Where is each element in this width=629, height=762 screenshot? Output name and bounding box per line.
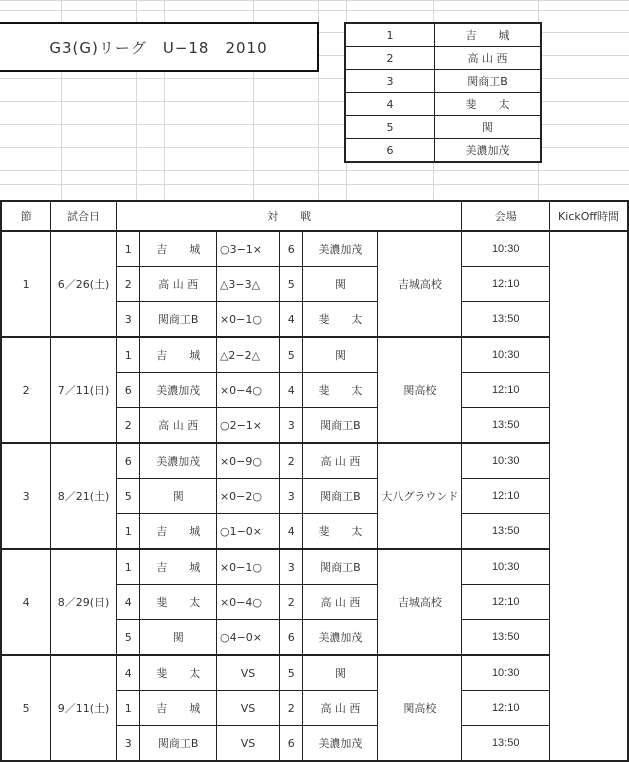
home-team-name: 関商工B bbox=[140, 302, 217, 338]
round-number: 1 bbox=[1, 231, 51, 337]
gridline bbox=[0, 184, 629, 185]
home-team-name: 斐 太 bbox=[140, 585, 217, 620]
away-team-name: 斐 太 bbox=[303, 514, 378, 550]
header-setsu: 節 bbox=[1, 201, 51, 231]
match-result: ○2−1× bbox=[216, 408, 279, 444]
venue: 関高校 bbox=[378, 655, 462, 761]
team-row bbox=[345, 47, 541, 70]
schedule-table bbox=[0, 200, 629, 762]
match-result: △2−2△ bbox=[216, 337, 279, 373]
home-team-number: 5 bbox=[116, 479, 139, 514]
match-result: ×0−9○ bbox=[216, 443, 279, 479]
team-number: 4 bbox=[345, 93, 435, 116]
away-team-name: 斐 太 bbox=[303, 373, 378, 408]
kickoff-time: 12:10 bbox=[462, 479, 550, 514]
kickoff-time: 13:50 bbox=[462, 302, 550, 338]
gridline bbox=[0, 170, 629, 171]
home-team-number: 2 bbox=[116, 408, 139, 444]
venue: 大八グラウンド bbox=[378, 443, 462, 549]
team-number: 6 bbox=[345, 139, 435, 163]
team-row bbox=[345, 23, 541, 47]
home-team-name: 吉 城 bbox=[140, 691, 217, 726]
match-date: 7／11(日) bbox=[51, 337, 117, 443]
venue: 吉城高校 bbox=[378, 549, 462, 655]
away-team-number: 4 bbox=[279, 514, 302, 550]
match-result: ×0−1○ bbox=[216, 302, 279, 338]
away-team-name: 関商工B bbox=[303, 549, 378, 585]
gridline bbox=[0, 0, 629, 1]
match-row bbox=[1, 337, 628, 373]
kickoff-time: 13:50 bbox=[462, 408, 550, 444]
header-match: 対 戦 bbox=[116, 201, 461, 231]
team-row bbox=[345, 139, 541, 163]
away-team-number: 6 bbox=[279, 620, 302, 656]
away-team-name: 関 bbox=[303, 337, 378, 373]
team-row bbox=[345, 70, 541, 93]
home-team-number: 1 bbox=[116, 514, 139, 550]
match-result: VS bbox=[216, 655, 279, 691]
match-result: VS bbox=[216, 726, 279, 762]
home-team-name: 美濃加茂 bbox=[140, 373, 217, 408]
venue: 吉城高校 bbox=[378, 231, 462, 337]
away-team-number: 6 bbox=[279, 231, 302, 267]
away-team-number: 3 bbox=[279, 408, 302, 444]
away-team-name: 斐 太 bbox=[303, 302, 378, 338]
away-team-name: 美濃加茂 bbox=[303, 726, 378, 762]
home-team-number: 2 bbox=[116, 267, 139, 302]
team-number: 5 bbox=[345, 116, 435, 139]
round-number: 4 bbox=[1, 549, 51, 655]
away-team-number: 5 bbox=[279, 267, 302, 302]
header-venue: 会場 bbox=[462, 201, 550, 231]
team-name: 関 bbox=[435, 116, 542, 139]
away-team-name: 高 山 西 bbox=[303, 443, 378, 479]
match-row bbox=[1, 231, 628, 267]
away-team-number: 4 bbox=[279, 302, 302, 338]
header-kickoff: KickOff時間 bbox=[550, 201, 628, 231]
away-team-number: 2 bbox=[279, 443, 302, 479]
schedule-header-row bbox=[1, 201, 628, 231]
home-team-name: 高 山 西 bbox=[140, 408, 217, 444]
match-row bbox=[1, 655, 628, 691]
match-result: ×0−1○ bbox=[216, 549, 279, 585]
team-list bbox=[344, 22, 542, 163]
home-team-name: 関 bbox=[140, 479, 217, 514]
home-team-name: 吉 城 bbox=[140, 549, 217, 585]
kickoff-time: 10:30 bbox=[462, 231, 550, 267]
home-team-number: 6 bbox=[116, 373, 139, 408]
kickoff-time: 13:50 bbox=[462, 620, 550, 656]
team-name: 関商工B bbox=[435, 70, 542, 93]
match-row bbox=[1, 443, 628, 479]
kickoff-time: 12:10 bbox=[462, 267, 550, 302]
round-number: 3 bbox=[1, 443, 51, 549]
away-team-number: 6 bbox=[279, 726, 302, 762]
home-team-number: 4 bbox=[116, 585, 139, 620]
round-number: 2 bbox=[1, 337, 51, 443]
away-team-number: 5 bbox=[279, 655, 302, 691]
home-team-name: 高 山 西 bbox=[140, 267, 217, 302]
home-team-number: 1 bbox=[116, 549, 139, 585]
away-team-number: 5 bbox=[279, 337, 302, 373]
home-team-number: 1 bbox=[116, 337, 139, 373]
away-team-name: 美濃加茂 bbox=[303, 620, 378, 656]
kickoff-time: 12:10 bbox=[462, 373, 550, 408]
kickoff-time: 10:30 bbox=[462, 337, 550, 373]
kickoff-time: 13:50 bbox=[462, 514, 550, 550]
match-result: ×0−4○ bbox=[216, 373, 279, 408]
match-date: 8／29(日) bbox=[51, 549, 117, 655]
away-team-name: 関 bbox=[303, 267, 378, 302]
team-name: 美濃加茂 bbox=[435, 139, 542, 163]
gridline bbox=[0, 10, 629, 11]
match-result: ○3−1× bbox=[216, 231, 279, 267]
team-row bbox=[345, 116, 541, 139]
match-result: △3−3△ bbox=[216, 267, 279, 302]
match-row bbox=[1, 549, 628, 585]
home-team-name: 美濃加茂 bbox=[140, 443, 217, 479]
home-team-number: 1 bbox=[116, 231, 139, 267]
home-team-name: 関商工B bbox=[140, 726, 217, 762]
home-team-name: 吉 城 bbox=[140, 337, 217, 373]
kickoff-time: 10:30 bbox=[462, 549, 550, 585]
away-team-name: 高 山 西 bbox=[303, 691, 378, 726]
match-date: 6／26(土) bbox=[51, 231, 117, 337]
away-team-number: 2 bbox=[279, 585, 302, 620]
home-team-name: 吉 城 bbox=[140, 514, 217, 550]
header-date: 試合日 bbox=[51, 201, 117, 231]
team-number: 1 bbox=[345, 23, 435, 47]
home-team-name: 関 bbox=[140, 620, 217, 656]
home-team-number: 4 bbox=[116, 655, 139, 691]
team-row bbox=[345, 93, 541, 116]
match-result: VS bbox=[216, 691, 279, 726]
venue: 関高校 bbox=[378, 337, 462, 443]
match-result: ×0−4○ bbox=[216, 585, 279, 620]
home-team-number: 3 bbox=[116, 302, 139, 338]
team-number: 2 bbox=[345, 47, 435, 70]
away-team-number: 4 bbox=[279, 373, 302, 408]
home-team-name: 吉 城 bbox=[140, 231, 217, 267]
team-name: 高 山 西 bbox=[435, 47, 542, 70]
home-team-number: 1 bbox=[116, 691, 139, 726]
team-name: 吉 城 bbox=[435, 23, 542, 47]
home-team-name: 斐 太 bbox=[140, 655, 217, 691]
home-team-number: 5 bbox=[116, 620, 139, 656]
away-team-number: 3 bbox=[279, 479, 302, 514]
kickoff-time: 10:30 bbox=[462, 443, 550, 479]
round-number: 5 bbox=[1, 655, 51, 761]
match-date: 8／21(土) bbox=[51, 443, 117, 549]
kickoff-time: 12:10 bbox=[462, 691, 550, 726]
away-team-name: 関商工B bbox=[303, 479, 378, 514]
kickoff-time: 13:50 bbox=[462, 726, 550, 762]
away-team-name: 関 bbox=[303, 655, 378, 691]
home-team-number: 3 bbox=[116, 726, 139, 762]
away-team-number: 2 bbox=[279, 691, 302, 726]
kickoff-time: 12:10 bbox=[462, 585, 550, 620]
kickoff-time: 10:30 bbox=[462, 655, 550, 691]
away-team-name: 美濃加茂 bbox=[303, 231, 378, 267]
team-name: 斐 太 bbox=[435, 93, 542, 116]
match-result: ×0−2○ bbox=[216, 479, 279, 514]
team-number: 3 bbox=[345, 70, 435, 93]
match-result: ○4−0× bbox=[216, 620, 279, 656]
match-date: 9／11(土) bbox=[51, 655, 117, 761]
match-result: ○1−0× bbox=[216, 514, 279, 550]
away-team-name: 関商工B bbox=[303, 408, 378, 444]
page-title: G3(G)リーグ U−18 2010 bbox=[0, 22, 319, 72]
home-team-number: 6 bbox=[116, 443, 139, 479]
away-team-name: 高 山 西 bbox=[303, 585, 378, 620]
away-team-number: 3 bbox=[279, 549, 302, 585]
